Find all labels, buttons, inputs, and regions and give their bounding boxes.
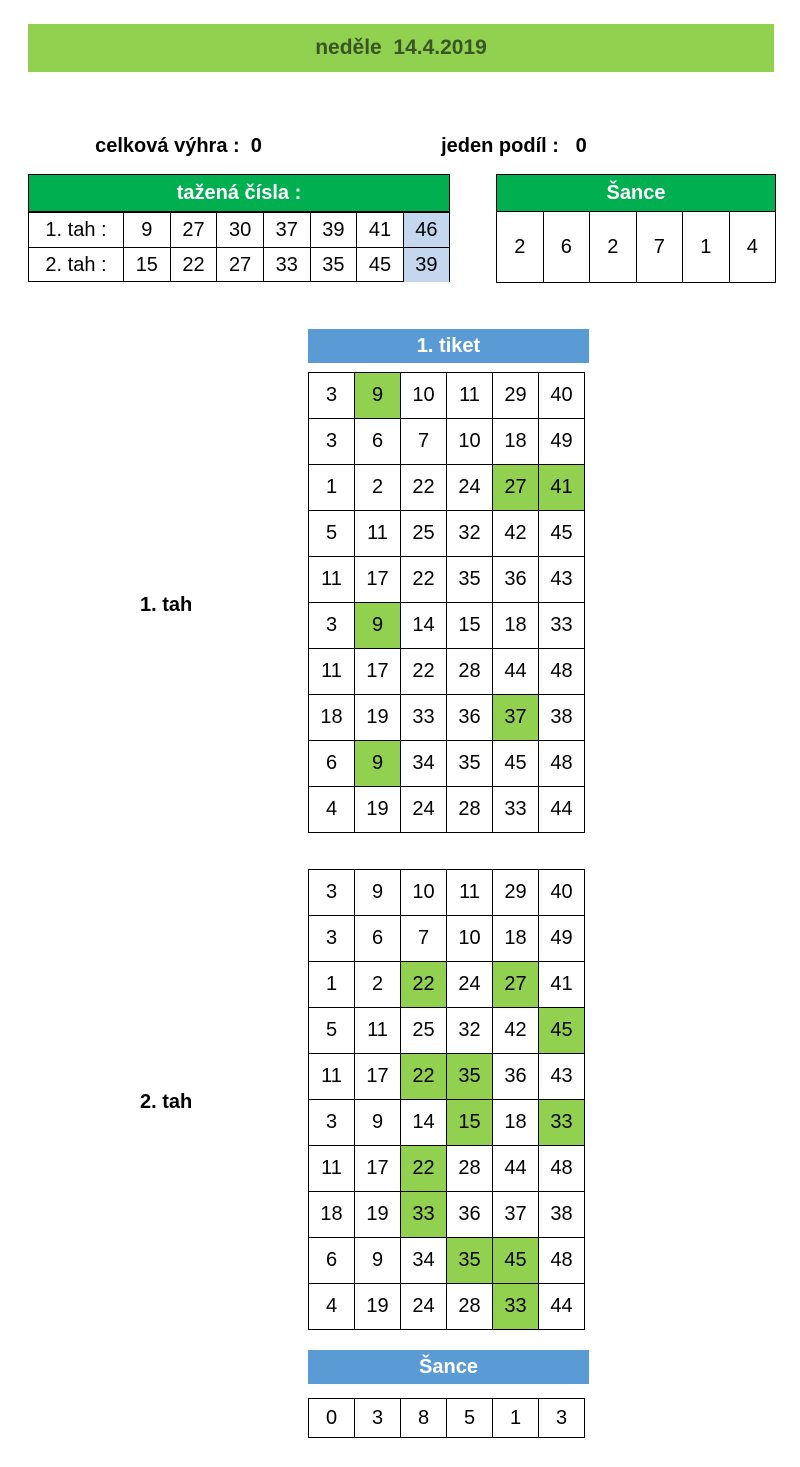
ticket-number-hit: 27 — [493, 465, 539, 511]
ticket-chance-digit: 5 — [447, 1399, 493, 1438]
drawn-number: 45 — [357, 248, 404, 283]
drawn-number: 35 — [310, 248, 357, 283]
ticket-row — [309, 787, 585, 833]
ticket-number-hit: 37 — [493, 695, 539, 741]
ticket-row — [309, 603, 585, 649]
ticket-chance-digit: 3 — [355, 1399, 401, 1438]
ticket-row — [309, 916, 585, 962]
ticket-number-hit: 33 — [493, 1284, 539, 1330]
ticket-number: 40 — [539, 870, 585, 916]
bonus-number: 39 — [403, 248, 449, 283]
draw-label: 2. tah : — [29, 248, 124, 283]
ticket-number: 6 — [355, 419, 401, 465]
ticket-row — [309, 557, 585, 603]
ticket-number: 14 — [401, 1100, 447, 1146]
drawn-number: 15 — [124, 248, 171, 283]
ticket-number-hit: 9 — [355, 373, 401, 419]
ticket-number: 40 — [539, 373, 585, 419]
ticket-number: 17 — [355, 1054, 401, 1100]
ticket-row — [309, 1192, 585, 1238]
ticket-number: 19 — [355, 1284, 401, 1330]
drawn-number: 27 — [170, 213, 217, 248]
ticket-number: 15 — [447, 603, 493, 649]
ticket-number-hit: 22 — [401, 1054, 447, 1100]
ticket-number: 14 — [401, 603, 447, 649]
ticket-chance-digit: 0 — [309, 1399, 355, 1438]
ticket-title: 1. tiket — [308, 329, 589, 363]
ticket-number: 48 — [539, 1146, 585, 1192]
ticket-number: 11 — [447, 870, 493, 916]
ticket-number: 35 — [447, 741, 493, 787]
ticket-number: 28 — [447, 787, 493, 833]
ticket-row — [309, 962, 585, 1008]
ticket-number: 44 — [493, 649, 539, 695]
ticket-number: 42 — [493, 1008, 539, 1054]
ticket-number: 24 — [447, 465, 493, 511]
share-amount: 0 — [575, 135, 587, 157]
ticket-number: 28 — [447, 1284, 493, 1330]
ticket-number: 2 — [355, 962, 401, 1008]
drawn-number: 27 — [217, 248, 264, 283]
ticket-number: 11 — [309, 1146, 355, 1192]
ticket-number: 3 — [309, 916, 355, 962]
date-header: neděle 14.4.2019 — [28, 24, 774, 72]
ticket-number: 2 — [355, 465, 401, 511]
ticket-number: 43 — [539, 1054, 585, 1100]
ticket-number-hit: 9 — [355, 741, 401, 787]
ticket-row — [309, 373, 585, 419]
ticket-number: 44 — [493, 1146, 539, 1192]
ticket-number-hit: 45 — [539, 1008, 585, 1054]
ticket-number: 10 — [447, 916, 493, 962]
draw-label: 1. tah : — [29, 213, 124, 248]
ticket-number: 36 — [447, 1192, 493, 1238]
ticket-number: 10 — [401, 870, 447, 916]
ticket-number: 6 — [309, 1238, 355, 1284]
ticket-number-hit: 35 — [447, 1238, 493, 1284]
chance-digit: 7 — [637, 212, 684, 283]
ticket-number: 11 — [309, 557, 355, 603]
drawn-row — [29, 213, 449, 248]
ticket-number: 6 — [309, 741, 355, 787]
ticket-number: 5 — [309, 1008, 355, 1054]
ticket-number: 33 — [539, 603, 585, 649]
ticket-number: 7 — [401, 419, 447, 465]
chance-digit: 2 — [497, 212, 544, 283]
drawn-numbers-table — [29, 212, 449, 282]
draw-1-label: 1. tah — [140, 594, 193, 616]
ticket-number-hit: 35 — [447, 1054, 493, 1100]
drawn-number: 41 — [357, 213, 404, 248]
ticket-row — [309, 1284, 585, 1330]
ticket-row — [309, 511, 585, 557]
ticket-number: 22 — [401, 649, 447, 695]
ticket-number: 11 — [447, 373, 493, 419]
ticket-number: 17 — [355, 1146, 401, 1192]
ticket-number: 44 — [539, 787, 585, 833]
ticket-number: 45 — [493, 741, 539, 787]
ticket-number: 48 — [539, 741, 585, 787]
ticket-number: 38 — [539, 695, 585, 741]
ticket-number: 4 — [309, 1284, 355, 1330]
ticket-number: 18 — [309, 1192, 355, 1238]
ticket-number: 18 — [493, 916, 539, 962]
draw-2-label: 2. tah — [140, 1091, 193, 1113]
ticket-number: 29 — [493, 870, 539, 916]
ticket-number: 7 — [401, 916, 447, 962]
ticket-number: 9 — [355, 1238, 401, 1284]
ticket-row — [309, 649, 585, 695]
ticket-chance-table — [308, 1398, 585, 1438]
chance-title: Šance — [497, 175, 775, 212]
ticket-number: 11 — [309, 1054, 355, 1100]
ticket-row — [309, 1238, 585, 1284]
ticket-chance-digit: 3 — [539, 1399, 585, 1438]
drawn-number: 37 — [263, 213, 310, 248]
drawn-number: 22 — [170, 248, 217, 283]
ticket-number: 11 — [355, 511, 401, 557]
total-win-label: celková výhra : — [95, 135, 240, 157]
ticket-number: 3 — [309, 870, 355, 916]
ticket-number: 42 — [493, 511, 539, 557]
ticket-number: 24 — [401, 1284, 447, 1330]
ticket-number: 1 — [309, 465, 355, 511]
ticket-number: 44 — [539, 1284, 585, 1330]
ticket-number: 34 — [401, 1238, 447, 1284]
ticket-chance-title: Šance — [308, 1350, 589, 1384]
ticket-number: 34 — [401, 741, 447, 787]
ticket-number: 18 — [493, 603, 539, 649]
ticket-number: 28 — [447, 1146, 493, 1192]
ticket-number: 17 — [355, 557, 401, 603]
ticket-number: 3 — [309, 419, 355, 465]
ticket-row — [309, 1146, 585, 1192]
ticket-number: 25 — [401, 511, 447, 557]
ticket-number: 29 — [493, 373, 539, 419]
ticket-number: 33 — [493, 787, 539, 833]
ticket-number: 19 — [355, 787, 401, 833]
ticket-number: 4 — [309, 787, 355, 833]
ticket-number: 41 — [539, 962, 585, 1008]
ticket-number: 10 — [447, 419, 493, 465]
ticket-number: 9 — [355, 870, 401, 916]
share-value — [430, 112, 587, 158]
ticket-number: 49 — [539, 916, 585, 962]
share-label: jeden podíl : — [441, 135, 559, 157]
drawn-number: 9 — [124, 213, 171, 248]
ticket-number: 33 — [401, 695, 447, 741]
ticket-row — [309, 419, 585, 465]
chance-panel — [496, 174, 776, 283]
drawn-number: 33 — [263, 248, 310, 283]
ticket-number: 48 — [539, 1238, 585, 1284]
ticket-number: 28 — [447, 649, 493, 695]
ticket-number: 38 — [539, 1192, 585, 1238]
ticket-number: 9 — [355, 1100, 401, 1146]
ticket-number-hit: 22 — [401, 962, 447, 1008]
ticket-number-hit: 33 — [401, 1192, 447, 1238]
ticket-number: 3 — [309, 1100, 355, 1146]
ticket-number: 17 — [355, 649, 401, 695]
ticket-number: 45 — [539, 511, 585, 557]
drawn-numbers-title: tažená čísla : — [29, 175, 449, 212]
drawn-number: 39 — [310, 213, 357, 248]
chance-digits — [497, 212, 775, 283]
ticket-number: 25 — [401, 1008, 447, 1054]
ticket-number: 10 — [401, 373, 447, 419]
ticket-number-hit: 45 — [493, 1238, 539, 1284]
ticket-number: 36 — [447, 695, 493, 741]
ticket-number: 18 — [309, 695, 355, 741]
total-win-value: 0 — [250, 135, 262, 157]
ticket-number: 18 — [493, 419, 539, 465]
ticket-row — [309, 741, 585, 787]
ticket-row — [309, 1100, 585, 1146]
ticket-row — [309, 1008, 585, 1054]
ticket-number: 22 — [401, 465, 447, 511]
ticket-number-hit: 22 — [401, 1146, 447, 1192]
ticket-number: 49 — [539, 419, 585, 465]
ticket-row — [309, 870, 585, 916]
ticket-number: 32 — [447, 511, 493, 557]
ticket-number: 1 — [309, 962, 355, 1008]
chance-digit: 4 — [746, 236, 758, 258]
drawn-numbers-panel — [28, 174, 450, 282]
drawn-number: 30 — [217, 213, 264, 248]
chance-digit: 6 — [544, 212, 591, 283]
ticket-grid-draw-2 — [308, 869, 585, 1330]
ticket-number: 36 — [493, 1054, 539, 1100]
ticket-number: 6 — [355, 916, 401, 962]
ticket-number: 11 — [309, 649, 355, 695]
ticket-number: 19 — [355, 695, 401, 741]
ticket-number: 18 — [493, 1100, 539, 1146]
ticket-number: 37 — [493, 1192, 539, 1238]
bonus-number: 46 — [403, 213, 449, 248]
ticket-number: 48 — [539, 649, 585, 695]
ticket-number: 19 — [355, 1192, 401, 1238]
ticket-number-hit: 15 — [447, 1100, 493, 1146]
chance-digit: 1 — [683, 212, 730, 283]
chance-digit: 2 — [590, 212, 637, 283]
ticket-number: 35 — [447, 557, 493, 603]
ticket-number-hit: 9 — [355, 603, 401, 649]
ticket-row — [309, 1054, 585, 1100]
ticket-row — [309, 465, 585, 511]
ticket-number-hit: 33 — [539, 1100, 585, 1146]
total-win — [84, 112, 262, 158]
ticket-chance-digit: 1 — [493, 1399, 539, 1438]
ticket-number: 24 — [447, 962, 493, 1008]
ticket-row — [309, 695, 585, 741]
drawn-row — [29, 248, 449, 283]
ticket-number-hit: 27 — [493, 962, 539, 1008]
ticket-number: 32 — [447, 1008, 493, 1054]
ticket-number: 3 — [309, 603, 355, 649]
ticket-number: 22 — [401, 557, 447, 603]
ticket-number: 5 — [309, 511, 355, 557]
ticket-number: 3 — [309, 373, 355, 419]
ticket-number: 11 — [355, 1008, 401, 1054]
ticket-number-hit: 41 — [539, 465, 585, 511]
ticket-number: 43 — [539, 557, 585, 603]
ticket-number: 24 — [401, 787, 447, 833]
ticket-grid-draw-1 — [308, 372, 585, 833]
ticket-number: 36 — [493, 557, 539, 603]
ticket-chance-digit: 8 — [401, 1399, 447, 1438]
